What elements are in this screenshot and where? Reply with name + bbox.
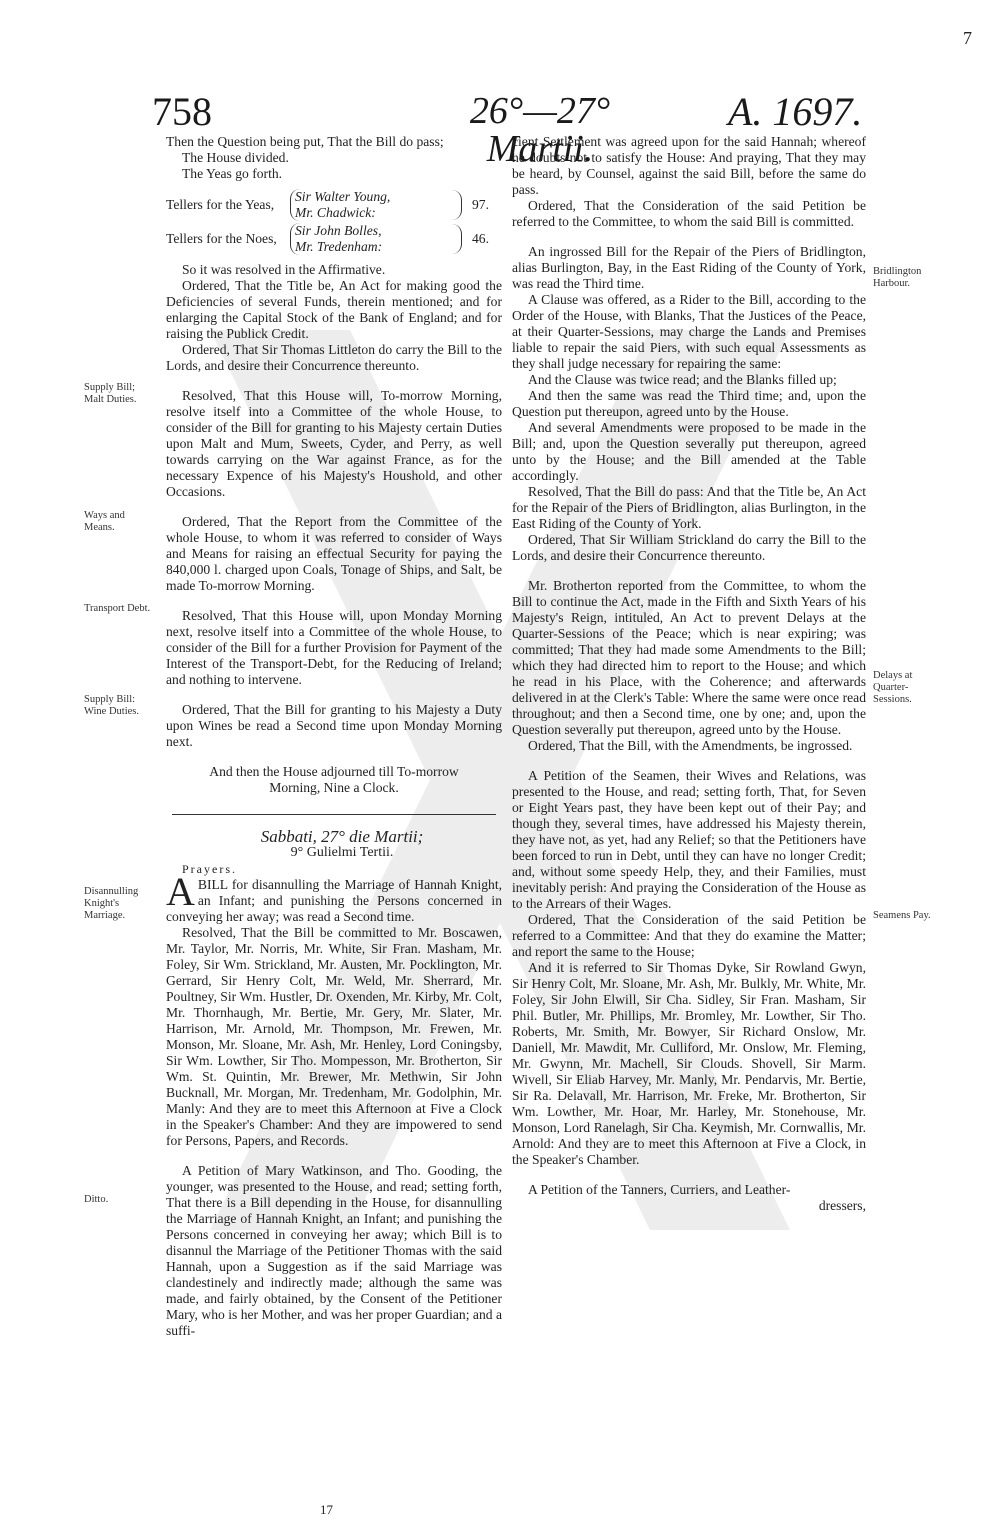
tellers-yeas-names: [290, 189, 445, 221]
page-year: A. 1697.: [728, 89, 863, 134]
tellers-block: [166, 188, 502, 256]
paragraph: And then the same was read the Third time; and, upon the Question put thereupon, agreed unto by the House.: [512, 388, 866, 419]
margin-note-disannulling: Disannulling Knight's Marriage.: [84, 886, 139, 921]
tellers-noes-label: Tellers for the Noes,: [166, 231, 277, 246]
paragraph: And it is referred to Sir Thomas Dyke, Sir Rowland Gwyn, Sir Henry Colt, Mr. Sloane, Mr. Ash, Mr. Bulkly, Mr. White, Mr. Foley, Sir John Elwill, Sir Cha. Sidley, Sir Fran. Masham, Sir Phil. Butler, Mr. Phillips, Mr. Bromley, Mr. Lowther, Sir Tho. Roberts, Mr. Smith, Mr. Bowyer, Sir Richard Onslow, Mr. Daniell, Mr. Mawdit, Mr. Culliford, Mr. Onslow, Mr. Fleming, Mr. Gwynn, Mr. Machell, Sir Clouds. Shovell, Sir Marm. Wivell, Sir Eliab Harvey, Mr. Manly, Mr. Pendarvis, Mr. Bertie, Sir Ra. Delavall, Mr. Harrison, Mr. Freke, Mr. Brotherton, Sir Wm. Lowther, Mr. Hoar, Mr. Harley, Mr. Stonehouse, Mr. Monson, Lord Ranelagh, Sir Cha. Keymish, Mr. Cornwallis, Mr. Arnold: And they are to meet this Afternoon at Five a Clock, in the Speaker's Chamber.: [512, 960, 866, 1167]
signature-mark: 17: [320, 1502, 333, 1517]
regnal-year: 9° Gulielmi Tertii.: [290, 845, 394, 860]
brace-icon: [445, 190, 462, 220]
paragraph: Mr. Brotherton reported from the Committee, to whom the Bill to continue the Act, made in the Fifth and Sixth Years of his Majesty's Reign, intituled, An Act to prevent Delays at the Quarter-Sessions of the Peace; which is near expiring; was committed; That they had made some Amendments to the Bill; which they had directed him to report to the House; and which he read in his Place, with the Coherence; and afterwards delivered in at the Clerk's Table: Where the same were once read throughout; and then a Second time, one by one; and, upon the Question severally put thereupon, agreed unto by the House.: [512, 578, 866, 737]
paragraph: Then the Question being put, That the Bill do pass;: [166, 134, 444, 149]
paragraph: Resolved, That the Bill do pass: And that the Title be, An Act for the Repair of the Piers of Bridlington, alias Burlington, in the East Riding of the County of York.: [512, 484, 866, 531]
page-number: 758: [152, 89, 212, 134]
paragraph: A Petition of the Tanners, Curriers, and Leather-: [528, 1182, 791, 1197]
yeas-count: 97.: [472, 197, 489, 212]
paragraph: Ordered, That the Bill, with the Amendments, be ingrossed.: [528, 738, 853, 753]
paragraph: Ordered, That the Consideration of the said Petition be referred to a Committee: And that they do examine the Matter; and report the same to the House;: [512, 912, 866, 959]
catchword: dressers,: [818, 1198, 866, 1213]
paragraph: So it was resolved in the Affirmative.: [182, 262, 386, 277]
paragraph: Ordered, That Sir Thomas Littleton do carry the Bill to the Lords, and desire their Concurrence thereunto.: [166, 342, 502, 373]
margin-note-seamens-pay: Seamens Pay.: [873, 910, 931, 921]
paragraph: And several Amendments were proposed to be made in the Bill; and, upon the Question severally put thereupon, agreed unto by the House; and the Bill amended at the Table accordingly.: [512, 420, 866, 483]
paragraph: Ordered, That Sir William Strickland do carry the Bill to the Lords, and desire their Concurrence thereunto.: [512, 532, 866, 563]
noes-count: 46.: [472, 231, 489, 246]
paragraph: Resolved, That this House will, To-morrow Morning, resolve itself into a Committee of the whole House, to consider of the Bill for granting to his Majesty certain Duties upon Malt and Mum, Sweets, Cyder, and Perry, as well towards carrying on the War against France, as for the necessary Expence of his Majesty's Houshold, and other Occasions.: [166, 388, 502, 499]
paragraph: And the Clause was twice read; and the Blanks filled up;: [528, 372, 837, 387]
brace-icon: [445, 224, 462, 254]
teller-name: Sir Walter Young,: [295, 189, 391, 204]
adjournment: And then the House adjourned till To-morrow Morning, Nine a Clock.: [209, 764, 459, 795]
paragraph: Ordered, That the Report from the Committee of the whole House, to whom it was referred to consider of Ways and Means for raising an effectual Security for paying the 840,000 l. charged upon Coals, Tonage of Ships, and Salt, be made To-morrow Morning.: [166, 514, 502, 593]
right-column: [512, 134, 866, 1214]
paragraph: cient Settlement was agreed upon for the said Hannah; whereof he doubts not to satisfy the House: And praying, That they may be heard, by Counsel, against the said Bill, before the same do pass.: [512, 134, 866, 197]
day-heading: Sabbati, 27° die Martii;: [260, 827, 424, 846]
paragraph: Ordered, That the Bill for granting to his Majesty a Duty upon Wines be read a Second time upon Monday Morning next.: [166, 702, 502, 749]
paragraph: Resolved, That this House will, upon Monday Morning next, resolve itself into a Committee of the whole House, to consider of the Bill for a further Provision for Payment of the Interest of the Transport-Debt, for the Reducing of Ireland; and nothing to intervene.: [166, 608, 502, 687]
margin-note-ditto: Ditto.: [84, 1194, 109, 1205]
teller-name: Sir John Bolles,: [295, 223, 382, 238]
paragraph: Ordered, That the Title be, An Act for making good the Deficiencies of several Funds, therein mentioned; and for enlarging the Capital Stock of the Bank of England; and for raising the Publick Credit.: [166, 278, 502, 341]
margin-note-supply-wine: Supply Bill: Wine Duties.: [84, 694, 139, 717]
prayers-label: Prayers.: [182, 862, 237, 876]
left-column: [166, 134, 502, 1339]
page-date-heading: 26°—27° Martii.: [469, 90, 611, 170]
paragraph: A Clause was offered, as a Rider to the Bill, according to the Order of the House, with Blanks, That the Justices of the Peace, at their Quarter-Sessions, may charge the Lands and Premises liable to repair the said Piers, with such equal Assessments as they shall judge necessary for repairing the same:: [512, 292, 866, 371]
tellers-yeas: [166, 188, 502, 222]
teller-name: Mr. Tredenham:: [295, 239, 383, 254]
paragraph: The House divided.: [182, 150, 289, 165]
paragraph: Resolved, That the Bill be committed to Mr. Boscawen, Mr. Taylor, Mr. Norris, Mr. White, Sir Fran. Masham, Mr. Foley, Sir Wm. Strickland, Mr. Austen, Mr. Pocklington, Mr. Gerrard, Sir Henry Colt, Mr. Weld, Mr. Sherrard, Mr. Poultney, Sir Wm. Hustler, Dr. Oxenden, Mr. Kirby, Mr. Colt, Mr. Thornhaugh, Mr. Bertie, Mr. Gery, Mr. Slater, Mr. Harrison, Mr. Arnold, Mr. Thompson, Mr. Frewen, Mr. Monson, Mr. Sloane, Mr. Ash, Mr. Henley, Lord Coningsby, Sir Wm. Lowther, Sir Tho. Mompesson, Mr. Brotherton, Sir Wm. St. Quintin, Mr. Brewer, Mr. Methwin, Sir John Bucknall, Mr. Morgan, Mr. Tredenham, Mr. Godolphin, Mr. Manly: And they are to meet this Afternoon at Five a Clock in the Speaker's Chamber: And they are impowered to send for Persons, Papers, and Records.: [166, 925, 502, 1148]
corner-mark: 7: [963, 28, 972, 48]
paragraph-text: BILL for disannulling the Marriage of Hannah Knight, an Infant; and punishing the Persons concerned in conveying her away; was read a Second time.: [166, 877, 502, 924]
tellers-noes-names: [290, 223, 445, 255]
teller-name: Mr. Chadwick:: [295, 205, 376, 220]
paragraph: An ingrossed Bill for the Repair of the Piers of Bridlington, alias Burlington, Bay, in the East Riding of the County of York, was read the Third time.: [512, 244, 866, 291]
drop-cap: A: [166, 869, 195, 914]
margin-note-ways-means: Ways and Means.: [84, 510, 125, 533]
margin-note-bridlington: Bridlington Harbour.: [873, 266, 922, 289]
margin-note-transport-debt: Transport Debt.: [84, 603, 151, 614]
tellers-noes: [166, 222, 502, 256]
paragraph: Ordered, That the Consideration of the said Petition be referred to the Committee, to whom the said Bill is committed.: [512, 198, 866, 229]
paragraph: The Yeas go forth.: [182, 166, 283, 181]
margin-note-supply-malt: Supply Bill; Malt Duties.: [84, 382, 137, 405]
paragraph: A Petition of the Seamen, their Wives and Relations, was presented to the House, and read; setting forth, That, for Seven or Eight Years past, they have been kept out of their Pay; and though they, several times, have addressed his Majesty therein, they have not, as yet, had any Relief; so that the Petitioners have been forced to run in Debt, until they can have no longer Credit; and, without some speedy Help, they, and their Families, must inevitably perish: And praying the Consideration of the House as to the Arrears of their Wages.: [512, 768, 866, 911]
paragraph: A Petition of Mary Watkinson, and Tho. Gooding, the younger, was presented to the House, and read; setting forth, That there is a Bill depending in the House, for disannulling the Marriage of Hannah Knight, an Infant; and punishing the Persons concerned in conveying her away; which Bill is to disannul the Marriage of the Petitioner Thomas with the said Hannah, upon a Suggestion as if the said Marriage was clandestinely and indirectly made; although the same was made, and fairly obtained, by the Consent of the Petitioner Mary, who is her Mother, and was her proper Guardian; and a suffi-: [166, 1163, 502, 1338]
section-divider: [172, 814, 496, 815]
tellers-yeas-label: Tellers for the Yeas,: [166, 197, 275, 212]
margin-note-delays: Delays at Quarter-Sessions.: [873, 670, 913, 705]
